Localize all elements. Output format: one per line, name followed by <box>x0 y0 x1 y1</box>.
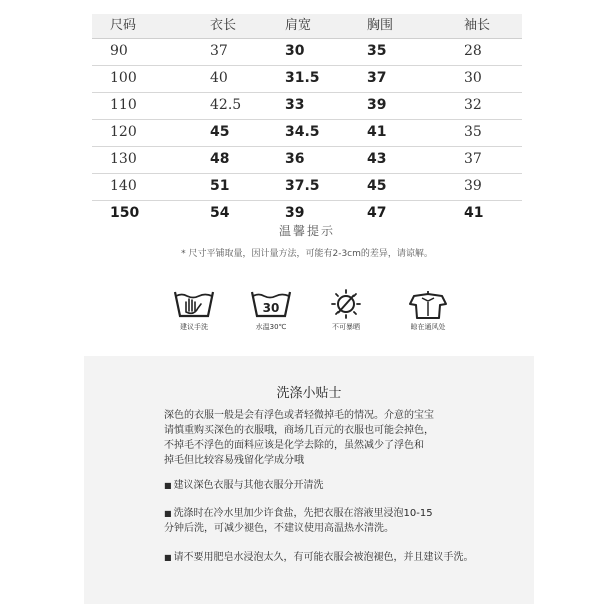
tip-line: ■ 洗涤时在冷水里加少许食盐，先把衣服在溶液里浸泡10-15 <box>164 506 524 521</box>
cell-size: 120 <box>110 124 137 140</box>
cell-length: 51 <box>210 178 230 194</box>
cell-chest: 41 <box>367 124 387 140</box>
cell-sleeve: 41 <box>464 205 484 221</box>
cell-chest: 47 <box>367 205 387 221</box>
care-item-hang-dry <box>388 288 468 332</box>
cell-size: 100 <box>110 70 137 86</box>
cell-length: 48 <box>210 151 230 167</box>
cell-length: 42.5 <box>210 97 242 113</box>
tip-note: * 尺寸平铺取量，因计量方法，可能有2-3cm的差异，请谅解。 <box>181 249 433 259</box>
cell-shoulder: 33 <box>285 97 305 113</box>
hand-wash-icon <box>172 288 216 320</box>
tip-line: ■ 建议深色衣服与其他衣服分开清洗 <box>164 478 524 493</box>
cell-chest: 43 <box>367 151 387 167</box>
cell-chest: 45 <box>367 178 387 194</box>
washing-tips-panel <box>84 356 534 604</box>
cell-length: 45 <box>210 124 230 140</box>
wash-temp-text: 30 <box>262 301 280 315</box>
header-length: 衣长 <box>210 18 237 33</box>
cell-sleeve: 32 <box>464 97 482 113</box>
care-item-wash-30 <box>231 288 311 332</box>
table-row <box>92 174 522 201</box>
cell-shoulder: 36 <box>285 151 305 167</box>
cell-shoulder: 30 <box>285 43 305 59</box>
tip-paragraph <box>164 478 524 493</box>
tip-title: 温馨提示 <box>278 224 335 238</box>
header-chest: 胸围 <box>367 18 394 33</box>
no-sun-icon <box>324 288 368 320</box>
washing-tips-title: 洗涤小贴士 <box>276 386 342 401</box>
cell-length: 40 <box>210 70 228 86</box>
cell-size: 140 <box>110 178 137 194</box>
table-row <box>92 120 522 147</box>
header-size: 尺码 <box>110 18 137 33</box>
cell-shoulder: 34.5 <box>285 124 320 140</box>
tip-line: 不掉毛不浮色的面料应该是化学去除的，虽然减少了浮色和 <box>164 440 424 451</box>
table-row <box>92 39 522 66</box>
cell-shoulder: 37.5 <box>285 178 320 194</box>
cell-sleeve: 30 <box>464 70 482 86</box>
care-label: 不可暴晒 <box>332 323 360 331</box>
cell-length: 54 <box>210 205 230 221</box>
care-label: 水温30℃ <box>255 323 287 331</box>
cell-shoulder: 39 <box>285 205 305 221</box>
cell-size: 90 <box>110 43 128 59</box>
wash-30-icon <box>249 288 293 320</box>
care-label: 建议手洗 <box>180 323 208 331</box>
tip-paragraph <box>164 506 524 536</box>
cell-chest: 37 <box>367 70 387 86</box>
table-header-row <box>92 14 522 39</box>
cell-length: 37 <box>210 43 228 59</box>
tip-line: 请慎重购买深色的衣服哦，商场几百元的衣服也可能会掉色， <box>164 425 434 436</box>
tip-line: 深色的衣服一般是会有浮色或者轻微掉毛的情况。介意的宝宝 <box>164 410 434 421</box>
cell-sleeve: 28 <box>464 43 482 59</box>
hang-dry-icon <box>406 288 450 320</box>
table-row <box>92 147 522 174</box>
cell-sleeve: 37 <box>464 151 482 167</box>
cell-size: 130 <box>110 151 137 167</box>
tip-paragraph <box>164 408 524 468</box>
table-row <box>92 93 522 120</box>
care-item-no-sun <box>306 288 386 332</box>
tip-line: ■ 请不要用肥皂水浸泡太久，有可能衣服会被泡褪色，并且建议手洗。 <box>164 550 524 565</box>
cell-sleeve: 35 <box>464 124 482 140</box>
size-table <box>92 14 522 227</box>
cell-size: 110 <box>110 97 137 113</box>
cell-sleeve: 39 <box>464 178 482 194</box>
header-sleeve: 袖长 <box>464 18 491 33</box>
tip-line: 分钟后洗，可减少褪色，不建议使用高温热水清洗。 <box>164 523 394 534</box>
cell-chest: 39 <box>367 97 387 113</box>
cell-size: 150 <box>110 205 140 221</box>
care-item-hand-wash <box>154 288 234 332</box>
tip-paragraph <box>164 550 524 565</box>
header-shoulder: 肩宽 <box>285 18 312 33</box>
table-row <box>92 66 522 93</box>
cell-chest: 35 <box>367 43 387 59</box>
care-label: 晾在通风处 <box>410 323 446 331</box>
tip-line: 掉毛但比较容易残留化学成分哦 <box>164 455 304 466</box>
cell-shoulder: 31.5 <box>285 70 320 86</box>
